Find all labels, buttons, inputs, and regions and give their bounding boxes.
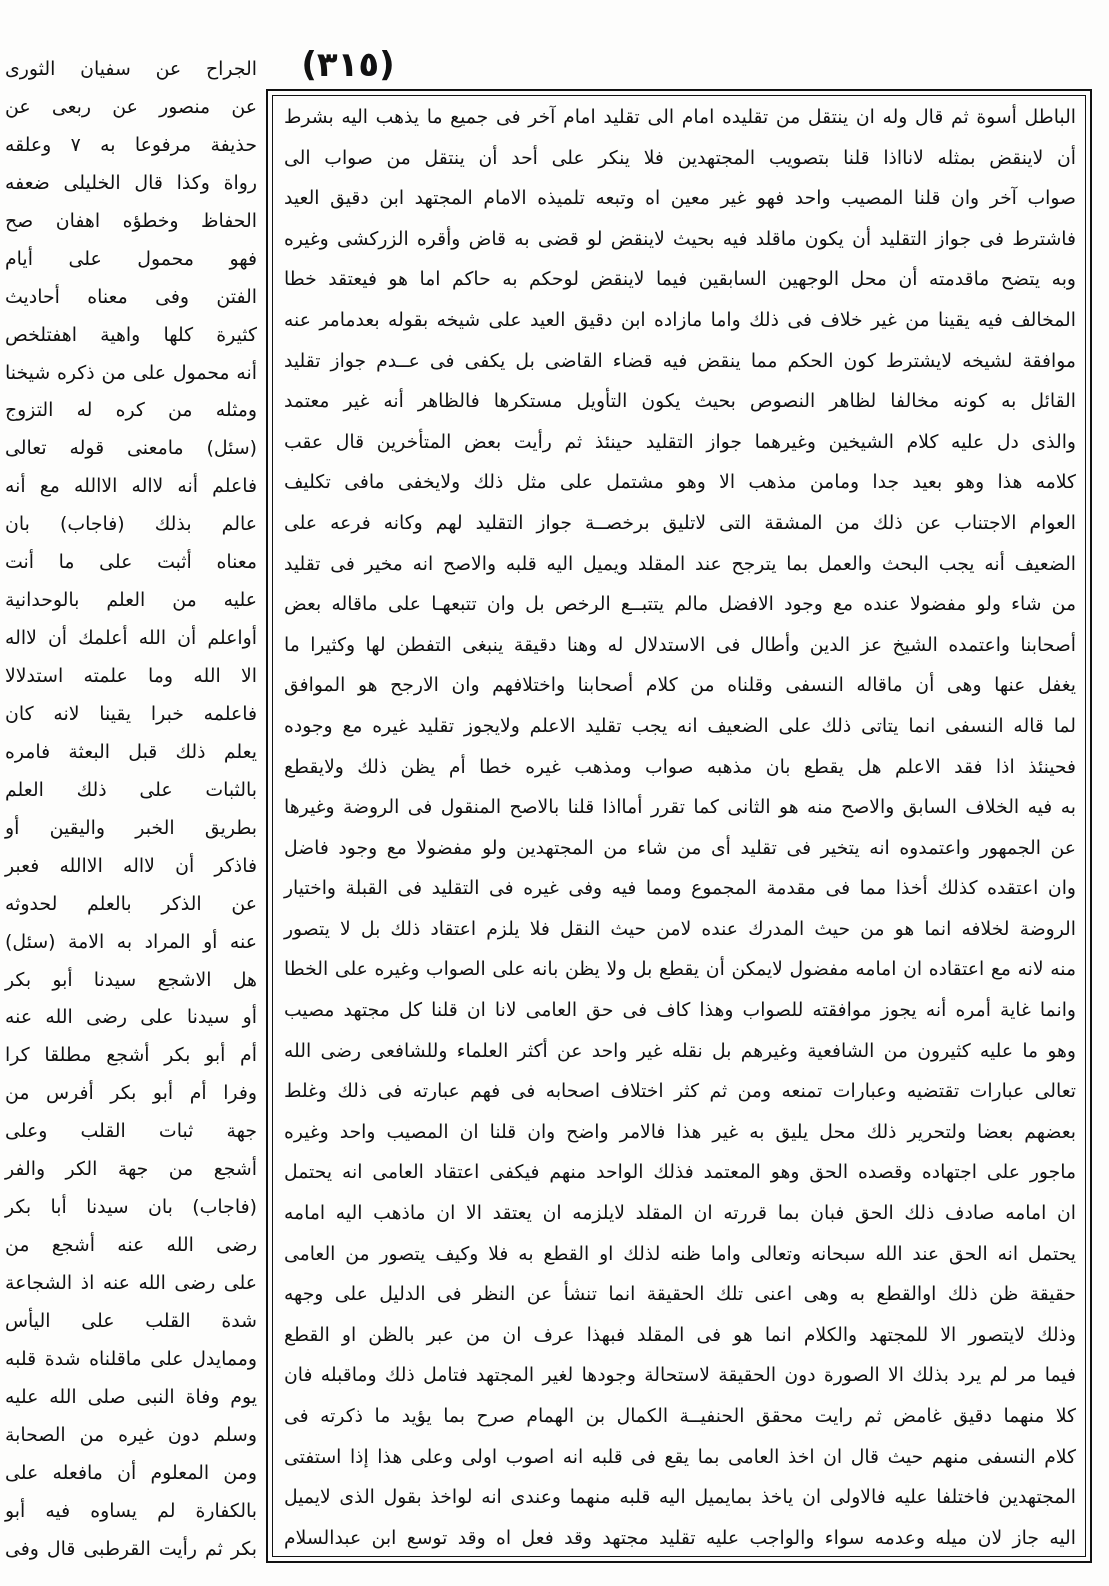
margin-note-line: الفتن وفى معناه أحاديث	[5, 285, 257, 308]
main-text-block	[284, 98, 1076, 1559]
margin-note-line: عالم بذلك (فاجاب) بان	[5, 513, 257, 536]
margin-note-line: بكر ثم رأيت القرطبى قال وفى	[5, 1537, 257, 1560]
margin-note-line: عن منصور عن ربعى عن	[5, 95, 257, 118]
main-text-line: عن الجمهور واعتمدوه انه يتخير فى تقليد أى من شاء من المجتهدين ولو مفضولا مع وجود فاضل	[284, 837, 1076, 859]
main-text-line: موافقة لشيخه لايشترط كون الحكم مما ينقض فيه قضاء القاضى بل يكفى فى عــدم جواز تقليد	[284, 350, 1076, 372]
margin-note-line: فهو محمول على أيام	[5, 247, 257, 270]
main-text-line: القائل به كونه مخالفا لظاهر النصوص بحيث يكون التأويل مستكرها فالظاهر أنه غير معتمد	[284, 391, 1076, 413]
margin-note-line: فاذكر أن لااله الاالله فعبر	[5, 854, 257, 877]
main-text-line: الضعيف أنه يجب البحث والعمل بما يترجح عند المقلد ويميل اليه قلبه والاصح انه مخير فى تقليد	[284, 553, 1076, 575]
main-text-line: والذى دل عليه كلام الشيخين وغيرهما جواز التقليد حينئذ ثم رأيت بعض المتأخرين قال عقب	[284, 431, 1076, 453]
margin-note-line: (سئل) مامعنى قوله تعالى	[5, 437, 257, 460]
main-text-line: فحينئذ اذا فقد الاعلم هل يقطع بان مذهبه صواب ومذهب غيره خطا أم يظن ذلك ولايقطع	[284, 756, 1076, 778]
main-text-line: تعالى عبارات تقتضيه وعبارات تمنعه ومن ثم كثر اختلاف اصحابه فى فهم عبارته فى ذلك وغلط	[284, 1081, 1076, 1103]
main-text-line: من شاء ولو مفضولا عنده مع وجود الافضل مالم يتتبــع الرخص بل وان تتبعهـا على ماقاله بعض	[284, 594, 1076, 616]
main-text-line: لما قاله النسفى انما يتاتى ذلك على الضعيف انه يجب تقليد الاعلم ولايجوز تقليد غيره مع وجوده	[284, 715, 1076, 737]
margin-note-line: بالكفارة لم يساوه فيه أبو	[5, 1499, 257, 1522]
main-text-line: كلا منهما دقيق غامض ثم رايت محقق الحنفيــة الكمال بن الهمام صرح بما يؤيد ما ذكرته فى	[284, 1406, 1076, 1427]
margin-note-line: عليه من العلم بالوحدانية	[5, 589, 257, 612]
margin-note-line: معناه أثبت على ما أنت	[5, 551, 257, 574]
margin-note-line: وسلم دون غيره من الصحابة	[5, 1423, 257, 1446]
margin-note-line: الجراح عن سفيان الثورى	[5, 58, 257, 80]
margin-note-line: جهة ثبات القلب وعلى	[5, 1120, 257, 1143]
margin-note-line: رضى الله عنه أشجع من	[5, 1234, 257, 1257]
main-text-line: المخالف فيه يقينا من غير خلاف فى ذلك واما مازاده ابن دقيق العيد على شيخه بقوله بعدمامر عنه	[284, 309, 1076, 331]
main-text-line: بعضهم بعضا ولتحرير ذلك محل يليق به غير هذا فالامر واضح وان قلنا ان المصيب واحد وغيره	[284, 1121, 1076, 1143]
margin-note-line: على رضى الله عنه اذ الشجاعة	[5, 1272, 257, 1294]
main-text-line: وان اعتقده كذلك أخذا مما فى مقدمة المجموع ومما فيه وفى غيره فى التقليد فى القبلة واختيار	[284, 878, 1076, 900]
margin-note-line: عنه أو المراد به الامة (سئل)	[5, 930, 257, 953]
margin-notes-column	[5, 51, 257, 1569]
main-text-line: به فيه الخلاف السابق والاصح منه هو الثانى كما تقرر أمااذا قلنا بالاصح المنقول فى الروضة وغيرها	[284, 797, 1076, 819]
main-text-line: الروضة لخلافه انما هو من حيث المدرك عنده لامن حيث النقل فلا يلزم اعتقاد ذلك بل لا يتصور	[284, 918, 1076, 940]
page-number: (٣١٥)	[301, 45, 395, 85]
main-text-line: فاشترط فى جواز التقليد أن يكون ماقلد فيه بحيث لاينقض لو قضى به قاض وأقره الزركشى وغيره	[284, 228, 1076, 250]
margin-note-line: يوم وفاة النبى صلى الله عليه	[5, 1385, 257, 1408]
margin-note-line: أنه محمول على من ذكره شيخنا	[5, 361, 257, 384]
margin-note-line: أم أبو بكر أشجع مطلقا كرا	[5, 1044, 257, 1067]
margin-note-line: رواة وكذا قال الخليلى ضعفه	[5, 171, 257, 194]
main-text-line: منه لانه مع اعتقاده ان امامه مفضول لايمكن أن يقطع بل ولا يظن بانه على الصواب وغيره على الخطا	[284, 959, 1076, 981]
margin-note-line: بطريق الخبر واليقين أو	[5, 816, 257, 839]
margin-note-line: حذيفة مرفوعا به ٧ وعلقه	[5, 133, 257, 156]
main-text-line: وبه يتضح ماقدمته أن محل الوجهين السابقين فيما لاينقض لوحكم به حاكم اما هو فيعتقد خطا	[284, 269, 1076, 291]
main-text-line: أصحابنا واعتمده الشيخ عز الدين وأطال فى الاستدلال له وهنا دقيقة ينبغى التفطن لها وكثيرا ما	[284, 634, 1076, 656]
main-text-line: كلام النسفى منهم حيث قال ان اخذ العامى بما يقع فى قلبه انه اصوب اولى وعلى هذا إذا استفتى	[284, 1446, 1076, 1468]
main-text-line: وذلك لايتصور الا للمجتهد والكلام انما هو فى المقلد فبهذا عرف ان من عبر بالظن او القطع	[284, 1324, 1076, 1346]
margin-note-line: أواعلم أن الله أعلمك أن لااله	[5, 627, 257, 650]
main-text-line: ان امامه صادف ذلك الحق فبان بما قررته ان المقلد لايلزمه ان يعتقد الا ان ماذهب اليه امامه	[284, 1203, 1076, 1225]
main-text-line: المجتهدين فاختلفا عليه فالاولى ان ياخذ بمايميل اليه قلبه منهما وعندى انه لواخذ بقول الذى لايميل	[284, 1487, 1076, 1509]
main-text-line: وهو ما عليه كثيرون من الشافعية وغيرهم بل نقله غير واحد عن أكثر العلماء وللشافعى رضى الله	[284, 1040, 1076, 1062]
main-text-line: اليه جاز لان ميله وعدمه سواء والواجب عليه تقليد مجتهد وقد فعل اه وقد توسع ابن عبدالسلام	[284, 1527, 1076, 1549]
margin-note-line: هل الاشجع سيدنا أبو بكر	[5, 968, 257, 991]
margin-note-line: وفرا أم أبو بكر أفرس من	[5, 1082, 257, 1105]
margin-note-line: كثيرة كلها واهية اهفتلخص	[5, 323, 257, 346]
margin-note-line: (فاجاب) بان سيدنا أبا بكر	[5, 1196, 257, 1219]
margin-note-line: يعلم ذلك قبل البعثة فامره	[5, 740, 257, 763]
main-text-line: ماجور على اجتهاده وقصده الحق وهو المعتمد فذلك الواحد منهم فيكفى اعتقاد العامى انه يحتمل	[284, 1162, 1076, 1184]
margin-note-line: الحفاظ وخطؤه اهفان صح	[5, 209, 257, 232]
main-text-line: صواب آخر وان قلنا المصيب واحد فهو غير معين اه وتبعه تلميذه الامام المجتهد ابن دقيق العيد	[284, 188, 1076, 210]
main-text-line: يحتمل انه الحق عند الله سبحانه وتعالى واما ظنه لذلك او القطع به فلا وكيف يتصور من العامى	[284, 1243, 1076, 1265]
main-text-line: كلامه هذا وهو بعيد جدا ومامن مذهب الا وهو مشتمل على مثل ذلك ولايخفى مافى تكليف	[284, 472, 1076, 494]
main-text-line: حقيقة ظن ذلك اوالقطع به وهى اعنى تلك الحقيقة انما تنشأ عن النظر فى الدليل على وجهه	[284, 1284, 1076, 1306]
margin-note-line: عن الذكر بالعلم لحدوثه	[5, 892, 257, 915]
margin-note-line: بالثبات على ذلك العلم	[5, 778, 257, 801]
main-text-line: يغفل عنها وهى أن ماقاله النسفى وقلناه من كلام أصحابنا واختلافهم وان الارجح هو الموافق	[284, 675, 1076, 697]
main-text-line: الباطل أسوة ثم قال وله ان ينتقل من تقليده امام الى تقليد امام آخر فى جميع ما يذهب اليه بشرط	[284, 107, 1076, 128]
margin-note-line: فاعلم أنه لااله الاالله مع أنه	[5, 475, 257, 498]
main-text-line: وانما غاية أمره أنه يجوز موافقته للصواب وهذا كاف فى حق العامى لانا ان قلنا كل مجتهد مصيب	[284, 1000, 1076, 1022]
margin-note-line: أشجع من جهة الكر والفر	[5, 1158, 257, 1181]
margin-note-line: ومثله من كره له التزوج	[5, 399, 257, 422]
main-text-line: فيما مر لم يرد بذلك الا الصورة دون الحقيقة لاستحالة وجودها لغير المجتهد فتامل ذلك وماقبله فان	[284, 1365, 1076, 1387]
main-text-line: أن لاينقض بمثله لانااذا قلنا بتصويب المجتهدين فلا ينكر على أحد أن ينتقل من صواب الى	[284, 147, 1076, 169]
margin-note-line: ومن المعلوم أن مافعله على	[5, 1461, 257, 1484]
main-text-line: العوام الاجتناب عن ذلك من المشقة التى لاتليق برخصــة جواز التقليد لهم وكانه فرعه على	[284, 512, 1076, 534]
margin-note-line: وممايدل على ماقلناه شدة قلبه	[5, 1347, 257, 1370]
margin-note-line: فاعلمه خبرا يقينا لانه كان	[5, 702, 257, 725]
margin-note-line: شدة القلب على اليأس	[5, 1309, 257, 1332]
margin-note-line: أو سيدنا على رضى الله عنه	[5, 1006, 257, 1029]
margin-note-line: الا الله وما علمته استدلالا	[5, 665, 257, 687]
